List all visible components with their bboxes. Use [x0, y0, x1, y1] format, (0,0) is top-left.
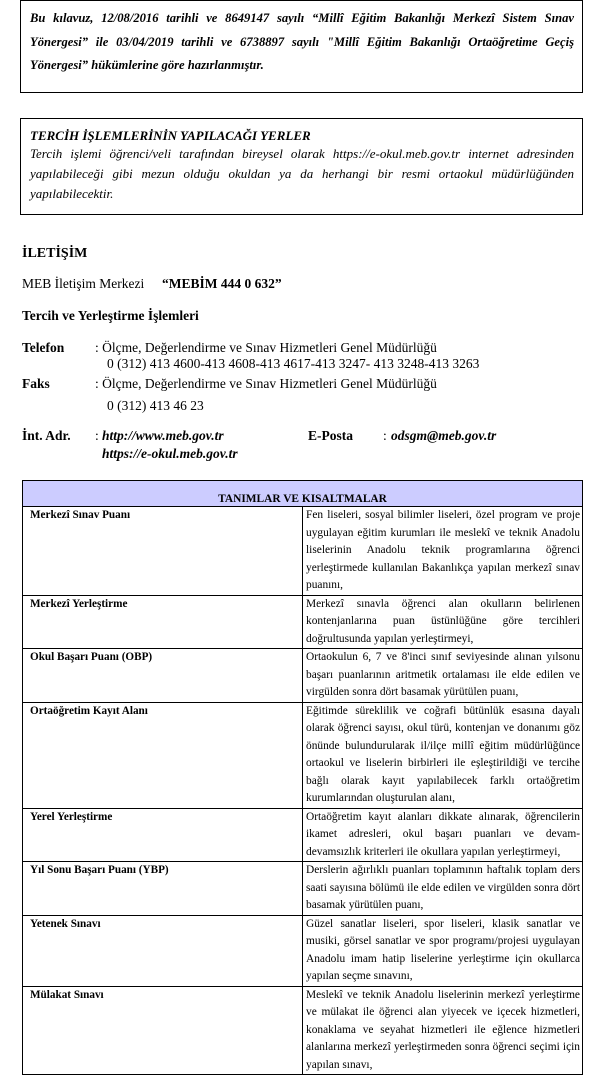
- contact-heading: İLETİŞİM: [22, 246, 88, 261]
- email-colon: :: [383, 428, 387, 443]
- definition-cell: Ortaokulun 6, 7 ve 8'inci sınıf seviyesinde alınan yılsonu başarı puanlarının aritmetik ortalaması ile elde edilen ve virgülden sonra dört basamak yürütülen puanı,: [303, 649, 583, 703]
- meb-contact-center-number: “MEBİM 444 0 632”: [162, 276, 282, 291]
- table-row: [23, 649, 583, 703]
- web-link-e-okul[interactable]: https://e-okul.meb.gov.tr: [102, 446, 238, 461]
- term-cell: Ortaöğretim Kayıt Alanı: [23, 702, 303, 808]
- term-cell: Yıl Sonu Başarı Puanı (YBP): [23, 862, 303, 916]
- definition-cell: Meslekî ve teknik Anadolu liselerinin merkezî yerleştirme ve mülakat ile öğrenci alan yiyecek ve içecek hizmetleri, konaklama ve seyahat hizmetleri ile eğlence hizmetleri alanlarına merkezî yerleştirmeden sonra öğrenci seçimi için yapılan sınavı,: [303, 986, 583, 1075]
- fax-organization: : Ölçme, Değerlendirme ve Sınav Hizmetleri Genel Müdürlüğü: [95, 376, 437, 391]
- fax-number: 0 (312) 413 46 23: [107, 398, 204, 413]
- table-row: [23, 915, 583, 986]
- table-row: [23, 702, 583, 808]
- term-cell: Yetenek Sınavı: [23, 915, 303, 986]
- selection-places-box: [20, 118, 583, 215]
- definitions-table: [22, 480, 583, 1075]
- term-cell: Merkezî Sınav Puanı: [23, 507, 303, 596]
- definition-cell: Eğitimde süreklilik ve coğrafi bütünlük esasına dayalı olarak öğrenci sayısı, okul türü, kontenjan ve donanımı göz önünde bulundurularak il/ilçe millî eğitim müdürlüğünce ortaokul ve liselerin birbirleri ile eşleştirildiği ve tercihe bağlı olarak kayıt yapılabilecek farklı ortaöğretim kurumlarından oluşturulan alanı,: [303, 702, 583, 808]
- definition-cell: Derslerin ağırlıklı puanları toplamının haftalık toplam ders saati sayısına bölümü ile elde edilen ve virgülden sonra dört basamak yürütülen puanı,: [303, 862, 583, 916]
- meb-contact-center-label: MEB İletişim Merkezi: [22, 276, 145, 291]
- definitions-header-row: [23, 481, 583, 507]
- web-address-label: İnt. Adr.: [22, 428, 71, 443]
- definition-cell: Merkezî sınavla öğrenci alan okulların belirlenen kontenjanlarına puan üstünlüğüne göre tercihleri doğrultusunda yapılan yerleştirmeyi,: [303, 595, 583, 649]
- table-row: [23, 986, 583, 1075]
- regulation-notice-box: [20, 0, 583, 93]
- term-cell: Okul Başarı Puanı (OBP): [23, 649, 303, 703]
- term-cell: Mülakat Sınavı: [23, 986, 303, 1075]
- table-row: [23, 595, 583, 649]
- phone-numbers: 0 (312) 413 4600-413 4608-413 4617-413 3247- 413 3248-413 3263: [107, 356, 480, 371]
- table-row: [23, 862, 583, 916]
- email-label: E-Posta: [308, 428, 353, 443]
- term-cell: Yerel Yerleştirme: [23, 808, 303, 862]
- email-link[interactable]: odsgm@meb.gov.tr: [391, 428, 497, 443]
- table-row: [23, 808, 583, 862]
- definitions-heading: TANIMLAR VE KISALTMALAR: [23, 481, 583, 507]
- selection-places-body: Tercih işlemi öğrenci/veli tarafından bireysel olarak https://e-okul.meb.gov.tr internet adresinden yapılabileceği gibi mezun olduğu okuldan ya da herhangi bir resmi ortaokul müdürlüğünden yapılabilecektir.: [30, 146, 574, 201]
- web-link-meb[interactable]: http://www.meb.gov.tr: [102, 428, 224, 443]
- phone-label: Telefon: [22, 340, 65, 355]
- phone-organization: : Ölçme, Değerlendirme ve Sınav Hizmetleri Genel Müdürlüğü: [95, 340, 437, 355]
- definition-cell: Güzel sanatlar liseleri, spor liseleri, klasik sanatlar ve musiki, görsel sanatlar ve spor programı/projesi uygulayan Anadolu imam hatip liselerine yerleştirme için okullarca yapılan seçme sınavını,: [303, 915, 583, 986]
- term-cell: Merkezî Yerleştirme: [23, 595, 303, 649]
- fax-label: Faks: [22, 376, 50, 391]
- regulation-notice-text: Bu kılavuz, 12/08/2016 tarihli ve 8649147 sayılı “Millî Eğitim Bakanlığı Merkezî Sistem Sınav Yönergesi” ile 03/04/2019 tarihli ve 6738897 sayılı "Millî Eğitim Bakanlığı Ortaöğretime Geçiş Yönergesi” hükümlerine göre hazırlanmıştır.: [30, 11, 574, 72]
- definition-cell: Fen liseleri, sosyal bilimler liseleri, özel program ve proje uygulayan eğitim kurumları ile meslekî ve teknik Anadolu liselerinin Anadolu teknik programlarına öğrenci yerleştirmede kullanılan Bakanlıkça yapılan merkezî sınav puanını,: [303, 507, 583, 596]
- table-row: [23, 507, 583, 596]
- web-address-colon: :: [95, 428, 99, 443]
- selection-places-heading: TERCİH İŞLEMLERİNİN YAPILACAĞI YERLER: [30, 128, 311, 143]
- placement-subheading: Tercih ve Yerleştirme İşlemleri: [22, 308, 199, 323]
- definition-cell: Ortaöğretim kayıt alanları dikkate alınarak, öğrencilerin ikamet adresleri, okul başarı puanları ve devam- devamsızlık kriterleri ile okullara yapılan yerleştirmeyi,: [303, 808, 583, 862]
